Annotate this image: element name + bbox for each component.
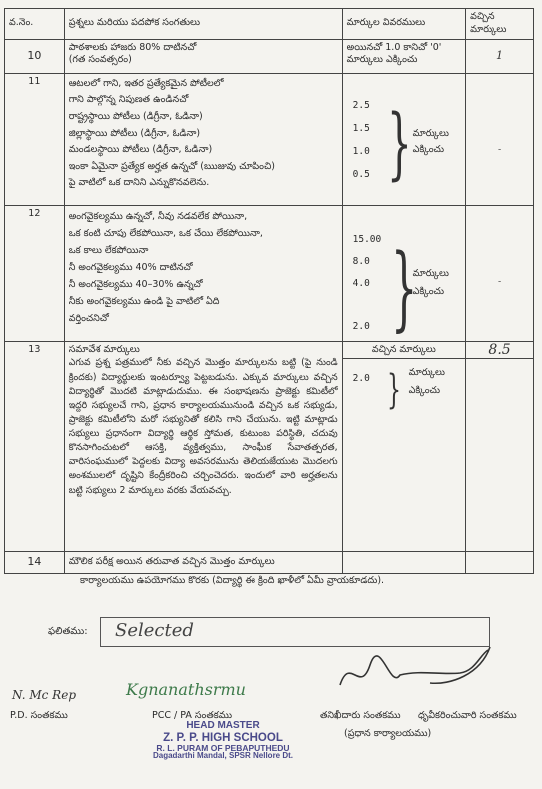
row-number: 13 — [5, 341, 65, 551]
score-value: 8.0 — [352, 255, 370, 267]
question-line: ఆటలలో గాని, ఇతర ప్రత్యేకమైన పోటీలలో — [68, 77, 224, 89]
table-row-13 — [5, 341, 534, 551]
marks-details-cell — [342, 205, 465, 341]
received-marks-heading: వచ్చిన మార్కులు — [343, 342, 465, 360]
awarded-marks-cell — [466, 341, 534, 551]
table-row-11 — [5, 73, 534, 205]
question-cell: మౌలిక పరీక్ష అయిన తరువాత వచ్చిన మొత్తం మార్కులు — [64, 551, 342, 573]
row-number: 11 — [5, 73, 65, 205]
question-paragraph: ఎగువ ప్రశ్న పత్రములో నీకు వచ్చిన మొత్తం మార్కులను బట్టి (పై నుండి క్రిందకు) విద్యార్థులకు ఇంటర్వ్యూ పెట్టబడును. ఎక్కువ మార్కులు వచ్చిన విద్యార్థితో మొదటి మాట్లాడుదుము. ఈ సంభాషణను ప్రాజెక్టు కమిటీలో ఇద్దరి సభ్యులచే గాని, ప్రధాన కార్యాలయమునుండి వచ్చిన ఒక సభ్యుడు, ప్రాజెక్టు కమిటీలోని మరో సభ్యునితో కలిసి గాని చేయును. ఇట్టి మాట్లాడు సభ్యులు ప్రధానంగా విద్యార్థి ఆర్థిక స్తోమత, కుటుంబ పరిస్థితి, చదువు కొనసాగించుటలో ఆసక్తి, వ్యక్తిత్వము, సాంఘీక సేవాతత్పరత, వారిసంఘములో పెద్దలకు విద్యా అవసరమును తెలియజేయుట మొదలగు అంశములలో దృష్టిని కేంద్రీకరించి చర్చించెదరు. ఇందులో వారి అర్హతలను బట్టి సభ్యులు 2 మార్కులు వరకు వేయవచ్చు. — [68, 357, 338, 496]
score-value: 1.5 — [352, 122, 370, 134]
row-number: 14 — [5, 551, 65, 573]
result-value: Selected — [115, 620, 194, 641]
marks-label: మార్కులు — [412, 127, 449, 139]
question-line: రాష్ట్రస్థాయి పోటీలు (డిగ్రీనా, ఓడినా) — [68, 110, 203, 122]
inspector-signature-label: తనిఖీదారు సంతకము — [320, 710, 401, 721]
awarded-marks: - — [466, 73, 534, 205]
question-line: ఇంకా ఏమైనా ప్రత్యేక అర్హత ఉన్నచో (ఋజువు చూపించి) — [68, 160, 275, 172]
awarded-marks — [466, 551, 534, 573]
question-line: ఒక కంటి చూపు లేకపోయినా, ఒక చేయి లేకపోయినా, — [68, 227, 263, 239]
inspector-signature-mark — [330, 645, 500, 695]
stamp-line: R. L. PURAM OF PEBAPUTHEDU — [156, 742, 290, 753]
awarded-marks: 8.5 — [466, 342, 533, 359]
row-number: 10 — [5, 39, 65, 73]
pcc-signature-label: PCC / PA సంతకము — [152, 710, 233, 721]
marks-label: మార్కులు — [412, 267, 449, 279]
confirmer-signature-label: ధృవీకరించువారి సంతకము — [418, 710, 517, 721]
marks-details-cell — [342, 341, 465, 551]
header-question: ప్రశ్నలు మరియు పదపోక సంగతులు — [64, 9, 342, 40]
school-stamp — [148, 721, 298, 761]
awarded-marks: 1 — [466, 39, 534, 73]
question-cell — [64, 73, 342, 205]
question-line: గాని పాల్గొన్న నిపుణత ఉండినచో — [68, 94, 189, 106]
score-value: 4.0 — [352, 277, 370, 289]
marks-details-cell — [342, 73, 465, 205]
office-use-note: కార్యాలయము ఉపయోగము కొరకు (విద్యార్థి ఈ క్రింది ఖాళీలో ఏమీ వ్రాయకూడదు). — [80, 575, 385, 586]
question-cell — [64, 39, 342, 73]
score-value: 2.0 — [352, 373, 370, 385]
stamp-line: Dagadarthi Mandal, SPSR Nellore Dt. — [152, 751, 294, 761]
question-cell — [64, 205, 342, 341]
question-line: అంగవైకల్యము ఉన్నచో, నీవు నడవలేక పోయినా, — [68, 210, 248, 222]
row-number: 12 — [5, 205, 65, 341]
head-office-label: (ప్రధాన కార్యాలయము) — [344, 728, 432, 739]
curly-brace-icon: } — [386, 367, 401, 414]
score-value: 15.00 — [352, 233, 382, 245]
pd-signature-mark: N. Mc Rep — [12, 688, 77, 702]
question-line: జిల్లాస్థాయి పోటీలు (డిగ్రీనా, ఓడినా) — [68, 127, 201, 139]
question-line: ఒక కాలు లేకపోయినా — [68, 244, 149, 256]
result-field — [100, 617, 490, 647]
marks-details-cell — [342, 551, 465, 573]
enter-label: ఎక్కించు — [408, 385, 441, 397]
score-value: 2.0 — [352, 320, 370, 332]
score-value: 2.5 — [352, 99, 370, 111]
question-line: వర్తించనిచో — [68, 313, 109, 325]
result-label: ఫలితము: — [48, 626, 88, 637]
curly-brace-icon: } — [386, 98, 412, 189]
question-line: నీ అంగవైకల్యము 40% దాటినచో — [68, 261, 193, 273]
question-line: నీకు అంగవైకల్యము ఉండి పై వాటిలో ఏది — [68, 296, 220, 308]
question-line: నీ అంగవైకల్యము 40–30% ఉన్నచో — [68, 279, 203, 290]
score-value: 0.5 — [352, 168, 370, 180]
question-line: పాఠశాలకు హాజరు 80% దాటినచో — [68, 41, 197, 53]
header-serial: వ.నెం. — [5, 9, 65, 40]
table-row-14 — [5, 551, 534, 573]
marks-details-cell: అయినచో 1.0 కానిచో '0' మార్కులు ఎక్కించు — [342, 39, 465, 73]
question-cell — [64, 341, 342, 551]
question-line: మండలస్థాయి పోటీలు (డిగ్రీనా, ఓడినా) — [68, 144, 213, 156]
stamp-line: Z. P. P. HIGH SCHOOL — [163, 731, 283, 744]
stamp-line: HEAD MASTER — [186, 720, 260, 731]
enter-label: ఎక్కించు — [412, 143, 445, 155]
question-line: (గత సంవత్సరం) — [68, 54, 132, 66]
question-line: పై వాటిలో ఒక దానిని ఎన్నుకొనవలెను. — [68, 177, 210, 189]
pcc-signature-mark: Kgnanathsrmu — [126, 680, 246, 699]
marks-label: మార్కులు — [408, 367, 445, 379]
marks-table — [4, 8, 534, 574]
curly-brace-icon: } — [390, 233, 417, 341]
question-title: సమావేశ మార్కులు — [68, 343, 140, 355]
header-marks-details: మార్కుల వివరములు — [342, 9, 465, 40]
pd-signature-label: P.D. సంతకము — [10, 710, 68, 721]
table-header-row — [5, 9, 534, 40]
header-awarded: వచ్చిన మార్కులు — [466, 9, 534, 40]
table-row-12 — [5, 205, 534, 341]
awarded-marks: - — [466, 205, 534, 341]
table-row-10 — [5, 39, 534, 73]
score-value: 1.0 — [352, 145, 370, 157]
enter-label: ఎక్కించు — [412, 285, 445, 297]
